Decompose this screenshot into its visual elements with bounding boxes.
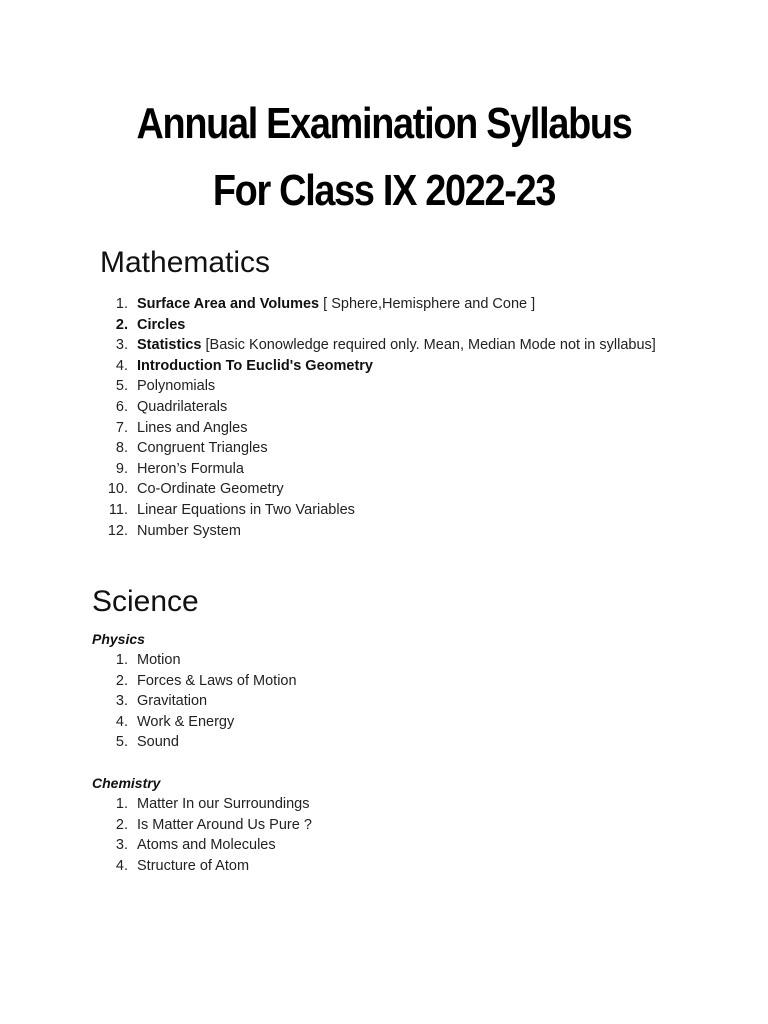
topic-text: Linear Equations in Two Variables (137, 501, 355, 518)
list-item (115, 671, 297, 692)
topic-text: Motion (137, 652, 181, 668)
topic-text: Forces & Laws of Motion (137, 672, 297, 689)
science-heading: Science (92, 585, 199, 618)
topic-title: Introduction To Euclid's Geometry (137, 357, 374, 374)
list-item (115, 335, 656, 356)
physics-topic-list (115, 650, 297, 753)
physics-label: Physics (92, 631, 145, 647)
topic-text: Congruent Triangles (137, 440, 268, 457)
list-item (115, 356, 656, 377)
item-number: 9. (115, 460, 128, 477)
item-number: 2. (115, 672, 128, 689)
list-item (108, 500, 656, 521)
topic-text: Number System (137, 522, 241, 539)
item-number: 3. (115, 837, 128, 854)
item-number: 3. (115, 693, 128, 710)
list-item (115, 835, 312, 856)
list-item (115, 650, 297, 671)
topic-title: Surface Area and Volumes (137, 296, 320, 312)
list-item (115, 856, 312, 877)
list-item (115, 376, 656, 397)
list-item (115, 438, 656, 459)
list-item (115, 418, 656, 439)
item-number: 4. (115, 857, 128, 874)
mathematics-heading: Mathematics (100, 246, 271, 279)
mathematics-topic-list (107, 294, 656, 541)
item-number: 6. (115, 398, 128, 415)
topic-text: Co-Ordinate Geometry (137, 481, 284, 498)
document-title-line2: For Class IX 2022-23 (212, 166, 556, 215)
list-item (115, 712, 297, 733)
item-number: 2. (115, 816, 128, 833)
item-number: 4. (115, 357, 128, 374)
item-number: 12. (107, 522, 128, 539)
list-item (115, 794, 312, 815)
item-number: 1. (115, 652, 128, 668)
item-number: 1. (115, 296, 128, 312)
topic-text: Heron’s Formula (137, 460, 244, 477)
item-number: 1. (115, 796, 128, 812)
list-item (115, 294, 656, 315)
list-item (115, 315, 656, 336)
list-item (115, 732, 297, 753)
topic-title: Circles (137, 316, 186, 333)
item-number: 3. (115, 337, 128, 354)
topic-text: Quadrilaterals (137, 398, 228, 415)
document-title-line1: Annual Examination Syllabus (136, 99, 632, 148)
list-item (115, 459, 656, 480)
list-item (115, 815, 312, 836)
chemistry-topic-list (115, 794, 312, 876)
item-number: 2. (115, 316, 128, 333)
chemistry-label: Chemistry (92, 775, 161, 791)
topic-note: [ Sphere,Hemisphere and Cone ] (319, 296, 536, 312)
list-item (115, 691, 297, 712)
topic-text: Structure of Atom (137, 857, 250, 874)
topic-text: Matter In our Surroundings (137, 796, 310, 812)
item-number: 5. (115, 378, 128, 395)
item-number: 8. (115, 440, 128, 457)
topic-note: [Basic Konowledge required only. Mean, Median Mode not in syllabus] (201, 337, 656, 354)
topic-text: Gravitation (137, 693, 208, 710)
topic-text: Work & Energy (137, 713, 235, 730)
list-item (115, 397, 656, 418)
item-number: 5. (115, 734, 128, 751)
item-number: 10. (107, 481, 128, 498)
topic-title: Statistics (137, 337, 202, 354)
topic-text: Lines and Angles (137, 419, 248, 436)
topic-text: Polynomials (137, 378, 216, 395)
item-number: 4. (115, 713, 128, 730)
list-item (107, 521, 656, 542)
item-number: 11. (108, 501, 128, 518)
item-number: 7. (115, 419, 128, 436)
topic-text: Sound (137, 734, 179, 751)
topic-text: Atoms and Molecules (137, 837, 276, 854)
list-item (107, 479, 656, 500)
topic-text: Is Matter Around Us Pure ? (137, 816, 312, 833)
